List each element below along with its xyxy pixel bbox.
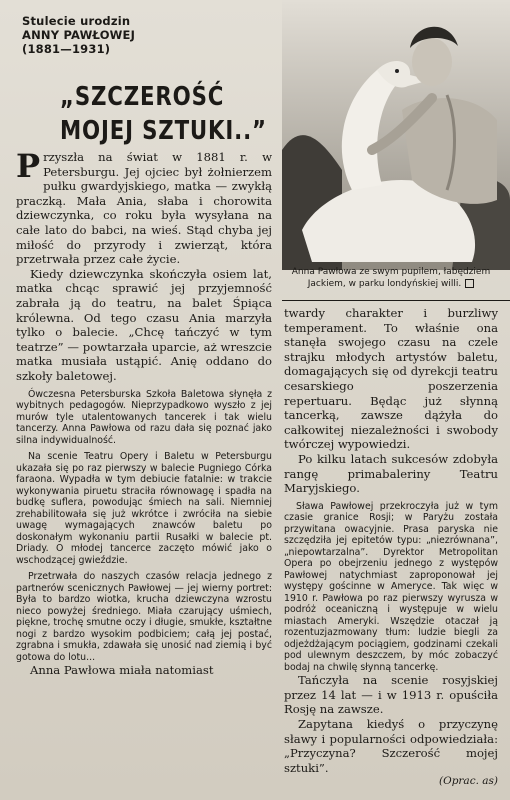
kicker-line-2: ANNY PAWŁOWEJ xyxy=(22,28,136,42)
paragraph-7: twardy charakter i burzliwy temperament. To właśnie ona stanęła swojego czasu na czele strajku młodych artystów baletu, domagających się od dyrekcji teatru cesarskiego poszerzenia repertuaru. Będąc już słynną tancerką, zawsze dążyła do całkowitej niezależności i swobody twórczej wypowiedzi. xyxy=(284,306,498,452)
column-left xyxy=(16,147,272,678)
paragraph-6: Anna Pawłowa miała natomiast xyxy=(30,663,214,677)
caption-rule xyxy=(282,300,510,301)
kicker-line-3: (1881—1931) xyxy=(22,42,111,56)
end-mark-icon xyxy=(465,279,474,288)
paragraph-4: Na scenie Teatru Opery i Baletu w Petersburgu ukazała się po raz pierwszy w balecie Pugniego Córka faraona. Wypadła w tym debiucie fatalnie: w trakcie wykonywania piruetu straciła równowagę i spadła na budkę suflera, powodując śmiech na sali. Niemniej zrehabilitowała się już wkrótce i zwróciła na siebie uwagę wymagających znawców baletu po doskonałym wykonaniu partii Rusałki w balecie pt. Driady. O młodej tancerce zaczęto mówić jako o wschodzącej gwieździe. xyxy=(16,451,272,566)
paragraph-5: Przetrwała do naszych czasów relacja jednego z partnerów scenicznych Pawłowej — jej wierny portret: Była to bardzo wiotka, krucha dziewczyna wzrostu nieco powyżej średniego. Miała czarujący uśmiech, piękne, trochę smutne oczy i długie, smukłe, kształtne nogi z bardzo wysokim podbiciem; całą jej postać, zgrabna i smukła, zdawała się unosić nad ziemią i być gotowa do lotu... xyxy=(16,571,272,663)
column-right xyxy=(284,306,498,787)
signature: (Oprac. as) xyxy=(438,775,498,788)
photo-caption-text: Anna Pawłowa ze swym pupilem, łabędziem Jackiem, w parku londyńskiej willi. xyxy=(291,267,491,289)
photo-illustration xyxy=(282,0,510,270)
paragraph-8: Po kilku latach sukcesów zdobyła rangę primabaleriny Teatru Maryjskiego. xyxy=(284,451,498,496)
kicker xyxy=(22,14,282,56)
drop-cap: P xyxy=(16,147,41,185)
headline-line-1: „SZCZEROŚĆ xyxy=(60,82,225,112)
photo-caption xyxy=(288,266,494,290)
kicker-line-1: Stulecie urodzin xyxy=(22,14,131,28)
headline xyxy=(60,80,267,148)
paragraph-1-text: rzyszła na świat w 1881 r. w Petersburgu. Jej ojciec był żołnierzem pułku gwardyjskiego, matka — zwykłą praczką. Mała Ania, słaba i chorowita dziewczynka, co roku była wysyłana na całe lato do babci, na wieś. Stąd chyba jej miłość do przyrody i zwierząt, która przetrwała przez całe życie. xyxy=(16,150,272,267)
paragraph-3: Ówczesna Petersburska Szkoła Baletowa słynęła z wybitnych pedagogów. Nieprzypadkowo wyszło z jej murów tyle utalentowanych tancerek i tak wielu tancerzy. Anna Pawłowa od razu dała się poznać jako silna indywidualność. xyxy=(16,388,272,446)
paragraph-9: Sława Pawłowej przekroczyła już w tym czasie granice Rosji; w Paryżu została przywitana owacyjnie. Prasa paryska nie szczędziła jej epitetów typu: „niezrównana”, „niepowtarzalna”. Dyrektor Metropolitan Opera po obejrzeniu jednego z występów Pawłowej natychmiast zaproponował jej występy gościnne w Ameryce. Tak więc w 1910 r. Pawłowa po raz pierwszy wyrusza w podróż oceaniczną i występuje w wielu miastach Ameryki. Wszędzie otaczał ją rozentuzjazmowany tłum: ludzie biegli za odjeżdżającym pociągiem, godzinami czekali pod ulewnym deszczem, by móc zobaczyć bodaj na chwilę słynną tancerkę. xyxy=(284,500,498,673)
paragraph-1 xyxy=(16,147,272,267)
photo-dancer-with-swan xyxy=(282,0,510,270)
paragraph-10: Tańczyła na scenie rosyjskiej przez 14 lat — i w 1913 r. opuściła Rosję na zawsze. xyxy=(284,673,498,717)
paragraph-2: Kiedy dziewczynka skończyła osiem lat, matka chcąc sprawić jej przyjemność zabrała ją do teatru, na balet Śpiąca królewna. Od tego czasu Ania marzyła tylko o balecie. „Chcę tańczyć w tym teatrze” — powtarzała uparcie, aż wreszcie matka musiała ustąpić. Anię oddano do szkoły baletowej. xyxy=(16,266,272,383)
paragraph-11: Zapytana kiedyś o przyczynę sławy i popularności odpowiedziała: „Przyczyna? Szczerość mojej sztuki”. xyxy=(284,717,498,775)
headline-line-2: MOJEJ SZTUKI..” xyxy=(60,116,267,146)
